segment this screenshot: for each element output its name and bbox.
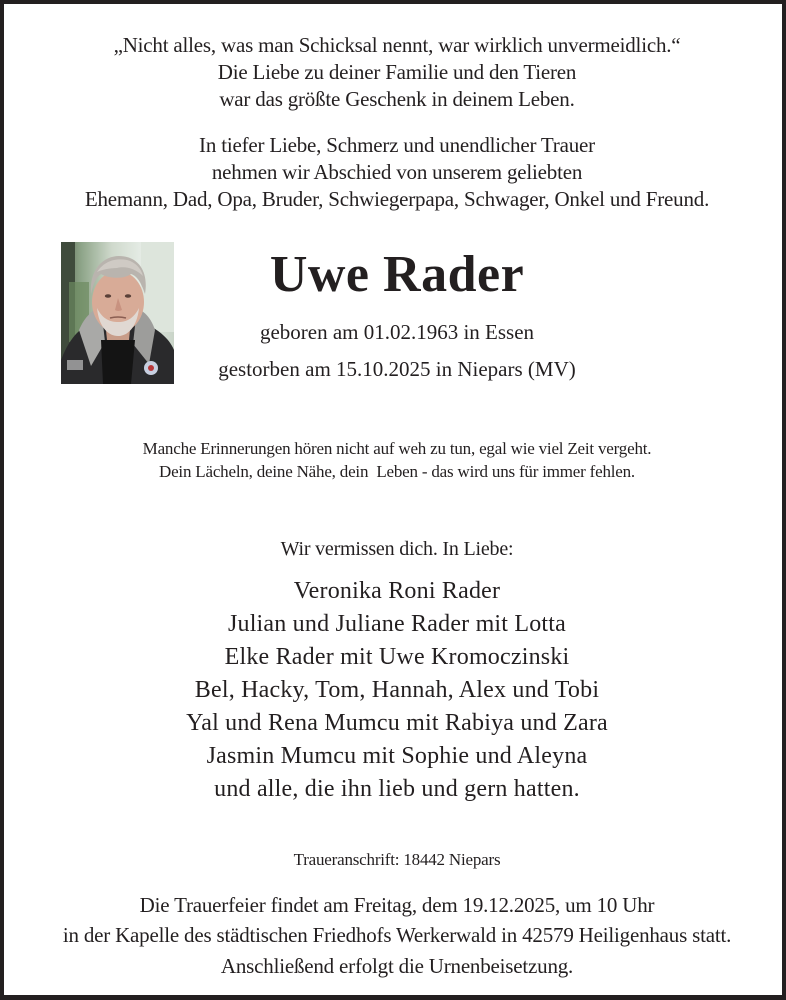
farewell-line-2: nehmen wir Abschied von unserem geliebten <box>211 160 583 184</box>
ceremony-line-1: Die Trauerfeier findet am Freitag, dem 19.12.2025, um 10 Uhr <box>139 893 655 917</box>
memory-quote-line-1: Manche Erinnerungen hören nicht auf weh zu tun, egal wie viel Zeit vergeht. <box>142 439 652 458</box>
intro-quote-line-2: Die Liebe zu deiner Familie und den Tieren <box>217 60 577 84</box>
portrait-photo <box>61 242 174 384</box>
mourner-line: Julian und Juliane Rader mit Lotta <box>227 611 567 637</box>
birth-info: geboren am 01.02.1963 in Essen <box>259 320 535 344</box>
deceased-name: Uwe Rader <box>269 246 525 303</box>
memory-quote-line-2: Dein Lächeln, deine Nähe, dein Leben - das wird uns für immer fehlen. <box>159 462 635 481</box>
ceremony-line-3: Anschließend erfolgt die Urnenbeisetzung. <box>220 954 574 978</box>
mourner-line: Jasmin Mumcu mit Sophie und Aleyna <box>206 743 588 769</box>
ceremony-line-2: in der Kapelle des städtischen Friedhofs Werkerwald in 42579 Heiligenhaus statt. <box>62 923 732 947</box>
mourners-heading: Wir vermissen dich. In Liebe: <box>280 538 514 560</box>
mourner-line: Yal und Rena Mumcu mit Rabiya und Zara <box>186 710 608 736</box>
farewell-line-1: In tiefer Liebe, Schmerz und unendlicher Trauer <box>199 133 595 157</box>
mourner-line: Bel, Hacky, Tom, Hannah, Alex und Tobi <box>194 677 600 703</box>
intro-quote-line-3: war das größte Geschenk in deinem Leben. <box>219 87 575 111</box>
mourner-line: und alle, die ihn lieb und gern hatten. <box>214 776 580 802</box>
mourner-line: Elke Rader mit Uwe Kromoczinski <box>224 644 570 670</box>
intro-quote-line-1: „Nicht alles, was man Schicksal nennt, war wirklich unvermeidlich.“ <box>113 33 681 57</box>
mourner-line: Veronika Roni Rader <box>293 578 501 604</box>
mourning-address: Traueranschrift: 18442 Niepars <box>293 850 501 869</box>
death-info: gestorben am 15.10.2025 in Niepars (MV) <box>218 357 576 381</box>
farewell-line-3: Ehemann, Dad, Opa, Bruder, Schwiegerpapa, Schwager, Onkel und Freund. <box>84 187 710 211</box>
